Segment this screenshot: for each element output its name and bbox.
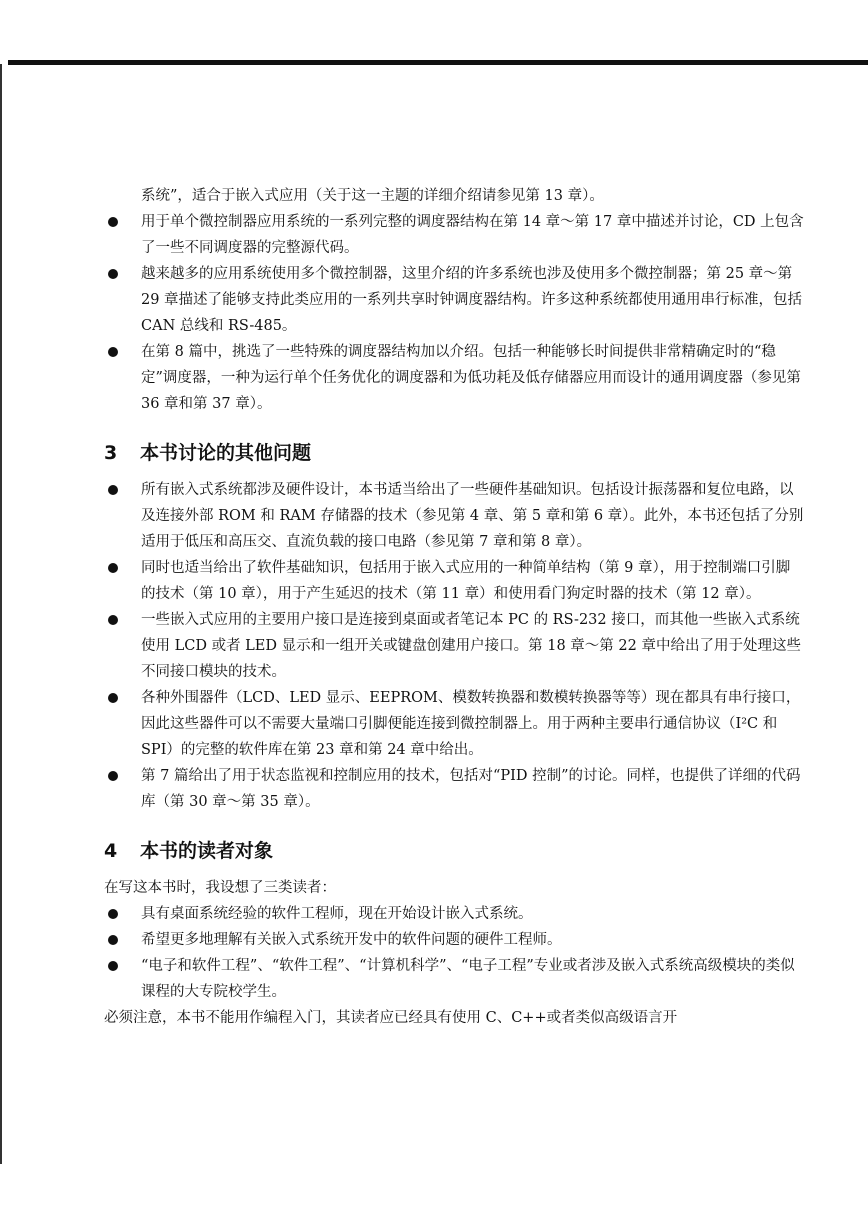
section-number: 4 xyxy=(104,840,118,862)
left-page-edge xyxy=(0,64,2,1164)
section-3-heading xyxy=(104,439,804,467)
list-item xyxy=(104,477,804,555)
list-item xyxy=(104,607,804,685)
list-item xyxy=(104,555,804,607)
list-item xyxy=(104,763,804,815)
list-item xyxy=(104,209,804,261)
bullet-icon xyxy=(108,935,118,945)
section-4-intro: 在写这本书时，我设想了三类读者： xyxy=(104,880,336,896)
list-item-text: 希望更多地理解有关嵌入式系统开发中的软件问题的硬件工程师。 xyxy=(141,932,562,948)
list-item xyxy=(104,953,804,1005)
page-content xyxy=(104,183,804,1031)
list-item-text: 同时也适当给出了软件基础知识，包括用于嵌入式应用的一种简单结构（第 9 章），用于控制端口引脚的技术（第 10 章），用于产生延迟的技术（第 11 章）和使用看门狗定时器的技术（第 12 章）。 xyxy=(141,560,791,602)
list-item xyxy=(104,339,804,417)
bullet-icon xyxy=(108,693,118,703)
top-rule xyxy=(8,60,868,65)
list-item-text: 各种外围器件（LCD、LED 显示、EEPROM、模数转换器和数模转换器等等）现在都具有串行接口，因此这些器件可以不需要大量端口引脚便能连接到微控制器上。用于两种主要串行通信协议（I²C 和 SPI）的完整的软件库在第 23 章和第 24 章中给出。 xyxy=(141,690,801,758)
bullet-icon xyxy=(108,217,118,227)
list-item-text: 一些嵌入式应用的主要用户接口是连接到桌面或者笔记本 PC 的 RS-232 接口，而其他一些嵌入式系统使用 LCD 或者 LED 显示和一组开关或键盘创建用户接口。第 18 章～第 22 章中给出了用于处理这些不同接口模块的技术。 xyxy=(141,612,801,680)
bullet-icon xyxy=(108,961,118,971)
intro-bullet-list xyxy=(104,209,804,417)
list-item-text: 所有嵌入式系统都涉及硬件设计，本书适当给出了一些硬件基础知识。包括设计振荡器和复位电路，以及连接外部 ROM 和 RAM 存储器的技术（参见第 4 章、第 5 章和第 6 章）。此外，本书还包括了分别适用于低压和高压交、直流负载的接口电路（参见第 7 章和第 8 章）。 xyxy=(141,482,804,550)
section-3-bullet-list xyxy=(104,477,804,815)
bullet-icon xyxy=(108,909,118,919)
section-title: 本书讨论的其他问题 xyxy=(140,442,312,464)
list-item xyxy=(104,901,804,927)
bullet-icon xyxy=(108,269,118,279)
closing-paragraph: 必须注意，本书不能用作编程入门，其读者应已经具有使用 C、C++或者类似高级语言开 xyxy=(104,1010,678,1026)
list-item xyxy=(104,685,804,763)
section-number: 3 xyxy=(104,442,118,464)
list-item-text: 具有桌面系统经验的软件工程师，现在开始设计嵌入式系统。 xyxy=(141,906,533,922)
list-item-text: 第 7 篇给出了用于状态监视和控制应用的技术，包括对“PID 控制”的讨论。同样，也提供了详细的代码库（第 30 章～第 35 章）。 xyxy=(141,768,801,810)
section-title: 本书的读者对象 xyxy=(140,840,274,862)
intro-continuation: 系统”，适合于嵌入式应用（关于这一主题的详细介绍请参见第 13 章）。 xyxy=(141,188,604,204)
bullet-icon xyxy=(108,771,118,781)
list-item xyxy=(104,261,804,339)
bullet-icon xyxy=(108,347,118,357)
section-4-heading xyxy=(104,837,804,865)
section-4-bullet-list xyxy=(104,901,804,1005)
list-item-text: 在第 8 篇中，挑选了一些特殊的调度器结构加以介绍。包括一种能够长时间提供非常精确定时的“稳定”调度器，一种为运行单个任务优化的调度器和为低功耗及低存储器应用而设计的通用调度器（参见第 36 章和第 37 章）。 xyxy=(141,344,801,412)
bullet-icon xyxy=(108,485,118,495)
list-item-text: 用于单个微控制器应用系统的一系列完整的调度器结构在第 14 章～第 17 章中描述并讨论，CD 上包含了一些不同调度器的完整源代码。 xyxy=(141,214,804,256)
list-item-text: 越来越多的应用系统使用多个微控制器，这里介绍的许多系统也涉及使用多个微控制器；第 25 章～第 29 章描述了能够支持此类应用的一系列共享时钟调度器结构。许多这种系统都使用通用串行标准，包括 CAN 总线和 RS-485。 xyxy=(141,266,803,334)
list-item-text: “电子和软件工程”、“软件工程”、“计算机科学”、“电子工程”专业或者涉及嵌入式系统高级模块的类似课程的大专院校学生。 xyxy=(141,958,795,1000)
bullet-icon xyxy=(108,563,118,573)
list-item xyxy=(104,927,804,953)
bullet-icon xyxy=(108,615,118,625)
